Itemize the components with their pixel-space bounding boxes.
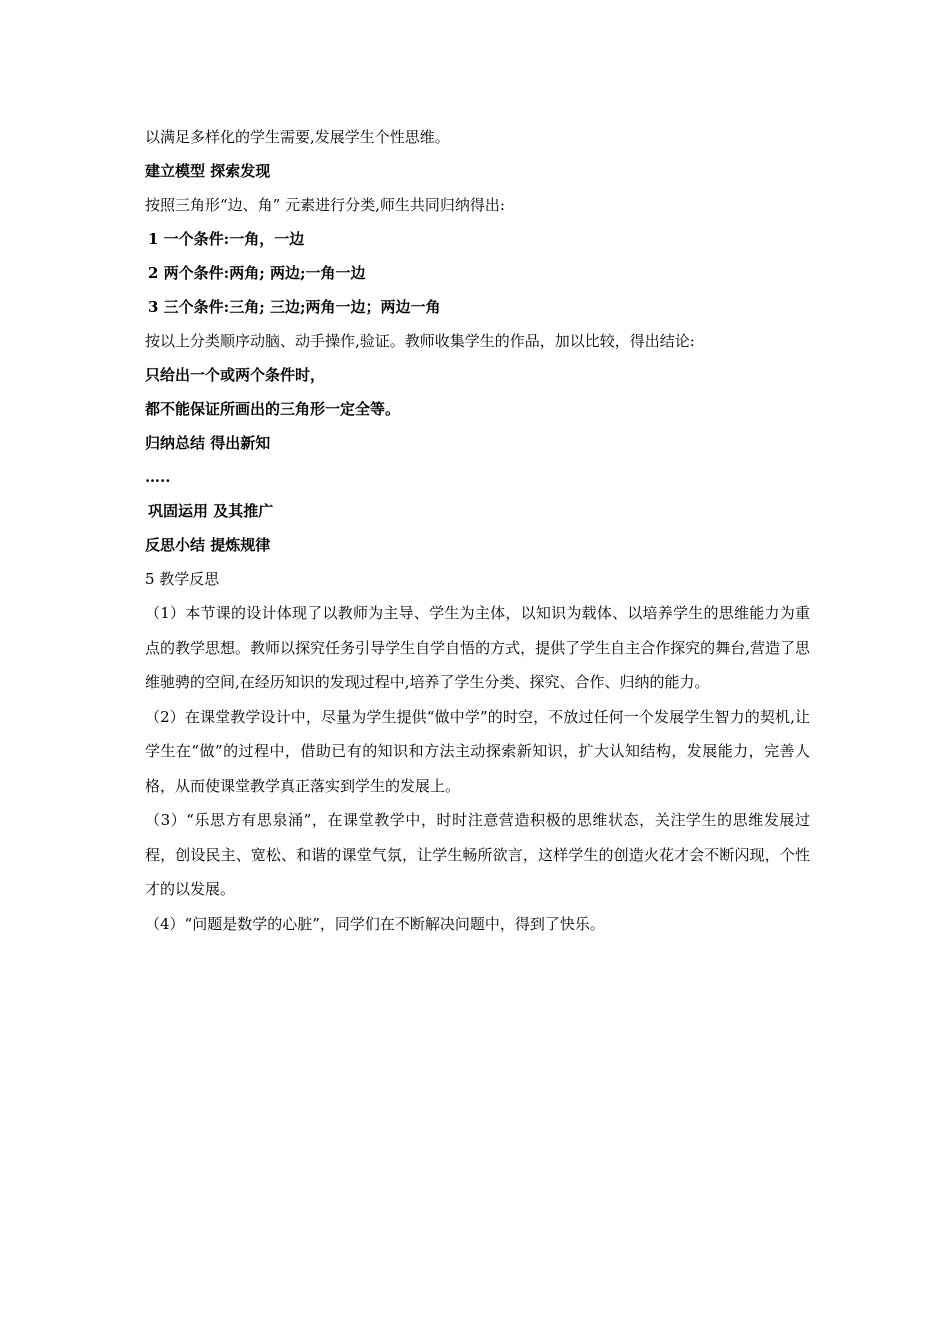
- reflection-paragraph-4: （4）“问题是数学的心脏”，同学们在不断解决问题中，得到了快乐。: [145, 914, 605, 933]
- heading-consolidate: 巩固运用 及其推广: [148, 502, 274, 520]
- section-title: 5 教学反思: [145, 570, 220, 588]
- intro-line: 以满足多样化的学生需要,发展学生个性思维。: [145, 128, 450, 146]
- condition-three: 3 三个条件:三角; 三边;两角一边；两边一角: [148, 298, 441, 316]
- ellipsis-line: …..: [145, 468, 171, 486]
- classify-line: 按照三角形“边、角” 元素进行分类,师生共同归纳得出:: [145, 196, 505, 214]
- document-page: [145, 120, 810, 941]
- heading-reflect: 反思小结 提炼规律: [145, 536, 271, 554]
- reflection-paragraph-3: （3）“乐思方有思泉涌”，在课堂教学中，时时注意营造积极的思维状态，关注学生的思维发展过程，创设民主、宽松、和谐的课堂气氛，让学生畅所欲言，这样学生的创造火花才会不断闪现，个性才的以发展。: [145, 811, 810, 898]
- conclusion-line-2: 都不能保证所画出的三角形一定全等。: [145, 400, 401, 418]
- operate-line: 按以上分类顺序动脑、动手操作,验证。教师收集学生的作品，加以比较，得出结论:: [145, 332, 695, 350]
- conclusion-line-1: 只给出一个或两个条件时，: [145, 366, 326, 384]
- heading-summary: 归纳总结 得出新知: [145, 434, 271, 452]
- heading-build-model: 建立模型 探索发现: [145, 162, 271, 180]
- condition-two: 2 两个条件:两角; 两边;一角一边: [148, 264, 366, 282]
- condition-one: 1 一个条件:一角，一边: [148, 230, 305, 248]
- reflection-paragraph-1: （1）本节课的设计体现了以教师为主导、学生为主体，以知识为载体、以培养学生的思维能力为重点的教学思想。教师以探究任务引导学生自学自悟的方式，提供了学生自主合作探究的舞台,营造了思维驰骋的空间,在经历知识的发现过程中,培养了学生分类、探究、合作、归纳的能力。: [145, 604, 810, 691]
- reflection-paragraph-2: （2）在课堂教学设计中，尽量为学生提供“做中学”的时空，不放过任何一个发展学生智力的契机,让学生在“做”的过程中，借助已有的知识和方法主动探索新知识，扩大认知结构，发展能力，完善人格，从而使课堂教学真正落实到学生的发展上。: [145, 707, 810, 795]
